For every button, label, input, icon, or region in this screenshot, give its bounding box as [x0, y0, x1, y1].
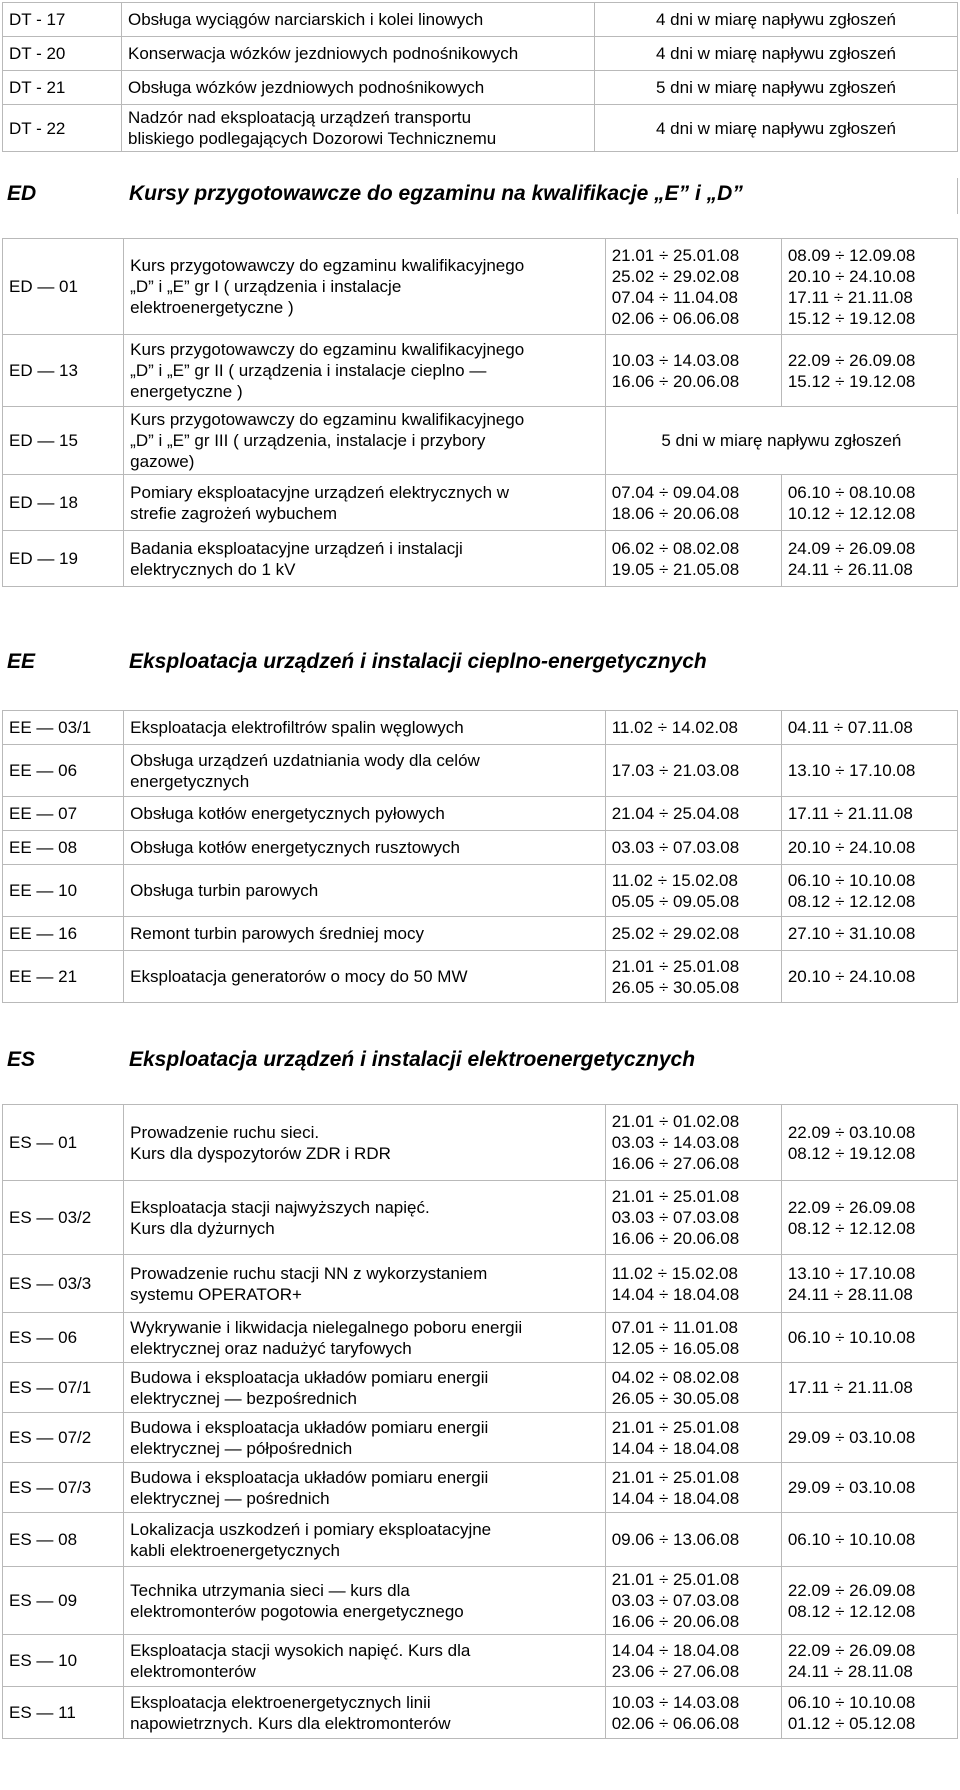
date-range: 07.01 ÷ 11.01.08 — [611, 1317, 738, 1337]
course-code: EE — 03/1 — [3, 711, 124, 745]
description-line: Remont turbin parowych średniej mocy — [130, 924, 425, 943]
description-line: elektrycznej oraz nadużyć taryfowych — [130, 1338, 412, 1358]
date-range: 15.12 ÷ 19.12.08 — [787, 308, 916, 328]
first-half-dates — [605, 1255, 781, 1313]
first-half-dates — [605, 1413, 781, 1463]
second-half-dates — [781, 831, 957, 865]
date-range: 24.11 ÷ 26.11.08 — [787, 559, 913, 579]
second-half-dates — [781, 1463, 957, 1513]
course-description — [124, 335, 606, 407]
course-code: DT - 17 — [3, 3, 122, 37]
description-line: Kurs dla dyżurnych — [130, 1218, 275, 1238]
date-range: 21.01 ÷ 25.01.08 — [611, 1417, 740, 1437]
description-line: Nadzór nad eksploatacją urządzeń transportu — [128, 108, 472, 127]
first-half-dates — [605, 1313, 781, 1363]
date-range: 26.05 ÷ 30.05.08 — [611, 977, 740, 997]
second-half-dates — [781, 797, 957, 831]
first-half-dates — [605, 1463, 781, 1513]
date-range: 05.05 ÷ 09.05.08 — [611, 891, 740, 911]
date-range: 12.05 ÷ 16.05.08 — [611, 1338, 740, 1358]
first-half-dates — [605, 745, 781, 797]
second-half-dates — [781, 1687, 957, 1739]
course-schedule-note: 5 dni w miarę napływu zgłoszeń — [605, 407, 957, 475]
course-description — [124, 475, 606, 531]
description-line: Eksploatacja stacji najwyższych napięć. — [130, 1197, 430, 1217]
course-description — [124, 745, 606, 797]
table-row — [3, 1255, 958, 1313]
second-half-dates — [781, 1313, 957, 1363]
table-row — [3, 475, 958, 531]
date-range: 22.09 ÷ 26.09.08 — [787, 1197, 916, 1217]
description-line: Kurs przygotowawczy do egzaminu kwalifikacyjnego — [130, 410, 525, 429]
description-line: strefie zagrożeń wybuchem — [130, 503, 338, 523]
first-half-dates — [605, 797, 781, 831]
description-line: „D” i „E” gr II ( urządzenia i instalacje cieplno — — [130, 361, 487, 380]
second-half-dates — [781, 711, 957, 745]
table-row — [3, 407, 958, 475]
course-code: ES — 07/2 — [3, 1413, 124, 1463]
second-half-dates — [781, 1181, 957, 1255]
description-line: Kurs przygotowawczy do egzaminu kwalifikacyjnego — [130, 340, 525, 359]
table-row — [3, 831, 958, 865]
course-description — [122, 3, 595, 37]
dt-course-table — [2, 2, 958, 152]
table-row — [3, 3, 958, 37]
second-half-dates — [781, 475, 957, 531]
course-code: ED — 19 — [3, 531, 124, 587]
date-range: 04.02 ÷ 08.02.08 — [611, 1367, 740, 1387]
date-range: 25.02 ÷ 29.02.08 — [611, 924, 740, 943]
date-range: 17.11 ÷ 21.11.08 — [787, 1378, 913, 1397]
course-code: EE — 21 — [3, 951, 124, 1003]
date-range: 21.01 ÷ 25.01.08 — [611, 1570, 740, 1589]
course-code: ES — 10 — [3, 1635, 124, 1687]
date-range: 01.12 ÷ 05.12.08 — [787, 1713, 916, 1733]
first-half-dates — [605, 917, 781, 951]
date-range: 10.12 ÷ 12.12.08 — [787, 503, 916, 523]
course-code: EE — 06 — [3, 745, 124, 797]
description-line: energetyczne ) — [130, 382, 243, 401]
date-range: 23.06 ÷ 27.06.08 — [611, 1661, 740, 1681]
course-code: ES — 08 — [3, 1513, 124, 1567]
date-range: 19.05 ÷ 21.05.08 — [611, 559, 740, 579]
first-half-dates — [605, 239, 781, 335]
course-description — [124, 831, 606, 865]
date-range: 11.02 ÷ 14.02.08 — [611, 718, 738, 737]
date-range: 21.01 ÷ 25.01.08 — [611, 956, 740, 976]
date-range: 08.12 ÷ 12.12.08 — [787, 1218, 916, 1238]
date-range: 06.10 ÷ 10.10.08 — [787, 1692, 916, 1712]
second-half-dates — [781, 865, 957, 917]
description-line: energetycznych — [130, 771, 250, 791]
description-line: napowietrznych. Kurs dla elektromonterów — [130, 1713, 451, 1733]
description-line: Prowadzenie ruchu stacji NN z wykorzystaniem — [130, 1263, 488, 1283]
description-line: Prowadzenie ruchu sieci. — [130, 1122, 320, 1142]
date-range: 21.01 ÷ 25.01.08 — [611, 1187, 740, 1206]
first-half-dates — [605, 865, 781, 917]
description-line: elektrycznej — bezpośrednich — [130, 1388, 357, 1408]
date-range: 14.04 ÷ 18.04.08 — [611, 1284, 740, 1304]
date-range: 25.02 ÷ 29.02.08 — [611, 266, 740, 286]
course-code: ED — 18 — [3, 475, 124, 531]
first-half-dates — [605, 1687, 781, 1739]
second-half-dates — [781, 531, 957, 587]
course-schedule-note: 4 dni w miarę napływu zgłoszeń — [595, 37, 958, 71]
description-line: Lokalizacja uszkodzeń i pomiary eksploatacyjne — [130, 1519, 492, 1539]
date-range: 18.06 ÷ 20.06.08 — [611, 503, 740, 523]
table-row — [3, 797, 958, 831]
date-range: 07.04 ÷ 11.04.08 — [611, 287, 738, 307]
second-half-dates — [781, 1255, 957, 1313]
table-row — [3, 1313, 958, 1363]
second-half-dates — [781, 917, 957, 951]
description-line: Obsługa kotłów energetycznych pyłowych — [130, 804, 445, 823]
es-section-code: ES — [7, 1048, 36, 1071]
es-course-table — [2, 1104, 958, 1739]
first-half-dates — [605, 531, 781, 587]
date-range: 24.09 ÷ 26.09.08 — [787, 538, 916, 558]
date-range: 20.10 ÷ 24.10.08 — [787, 838, 916, 857]
date-range: 22.09 ÷ 26.09.08 — [787, 1640, 916, 1660]
description-line: Kurs przygotowawczy do egzaminu kwalifikacyjnego — [130, 256, 525, 275]
date-range: 16.06 ÷ 20.06.08 — [611, 1612, 740, 1631]
table-row — [3, 531, 958, 587]
ee-section-heading — [0, 644, 960, 684]
description-line: bliskiego podlegających Dozorowi Technicznemu — [128, 129, 497, 148]
course-code: ED — 01 — [3, 239, 124, 335]
course-code: DT - 20 — [3, 37, 122, 71]
description-line: Obsługa wyciągów narciarskich i kolei linowych — [128, 10, 484, 29]
course-description — [124, 711, 606, 745]
course-description — [124, 1255, 606, 1313]
course-description — [122, 71, 595, 105]
description-line: gazowe) — [130, 452, 195, 471]
date-range: 07.04 ÷ 09.04.08 — [611, 482, 740, 502]
course-description — [124, 1105, 606, 1181]
date-range: 26.05 ÷ 30.05.08 — [611, 1388, 740, 1408]
date-range: 04.11 ÷ 07.11.08 — [787, 718, 913, 737]
table-row — [3, 951, 958, 1003]
date-range: 14.04 ÷ 18.04.08 — [611, 1438, 740, 1458]
table-row — [3, 239, 958, 335]
description-line: Budowa i eksploatacja układów pomiaru energii — [130, 1367, 489, 1387]
date-range: 06.10 ÷ 10.10.08 — [787, 870, 916, 890]
table-row — [3, 1181, 958, 1255]
date-range: 21.01 ÷ 25.01.08 — [611, 1467, 740, 1487]
first-half-dates — [605, 1105, 781, 1181]
date-range: 21.01 ÷ 01.02.08 — [611, 1112, 740, 1131]
date-range: 02.06 ÷ 06.06.08 — [611, 1713, 740, 1733]
table-row — [3, 37, 958, 71]
date-range: 24.11 ÷ 28.11.08 — [787, 1661, 913, 1681]
second-half-dates — [781, 1363, 957, 1413]
table-row — [3, 71, 958, 105]
table-row — [3, 105, 958, 152]
description-line: elektrycznej — półpośrednich — [130, 1438, 353, 1458]
date-range: 16.06 ÷ 20.06.08 — [611, 371, 740, 391]
course-code: ED — 15 — [3, 407, 124, 475]
second-half-dates — [781, 951, 957, 1003]
date-range: 15.12 ÷ 19.12.08 — [787, 371, 916, 391]
description-line: „D” i „E” gr III ( urządzenia, instalacje i przybory — [130, 431, 486, 450]
second-half-dates — [781, 335, 957, 407]
table-row — [3, 1635, 958, 1687]
date-range: 17.11 ÷ 21.11.08 — [787, 287, 913, 307]
table-row — [3, 745, 958, 797]
description-line: Badania eksploatacyjne urządzeń i instalacji — [130, 538, 463, 558]
date-range: 16.06 ÷ 27.06.08 — [611, 1154, 740, 1173]
date-range: 08.12 ÷ 12.12.08 — [787, 891, 916, 911]
course-code: ES — 03/3 — [3, 1255, 124, 1313]
es-section-title: Eksploatacja urządzeń i instalacji elektroenergetycznych — [129, 1048, 696, 1071]
course-description — [124, 797, 606, 831]
table-row — [3, 1105, 958, 1181]
date-range: 29.09 ÷ 03.10.08 — [787, 1478, 916, 1497]
description-line: kabli elektroenergetycznych — [130, 1540, 340, 1560]
date-range: 03.03 ÷ 07.03.08 — [611, 1591, 740, 1610]
course-code: EE — 07 — [3, 797, 124, 831]
date-range: 11.02 ÷ 15.02.08 — [611, 870, 738, 890]
course-code: ES — 01 — [3, 1105, 124, 1181]
date-range: 21.01 ÷ 25.01.08 — [611, 245, 740, 265]
date-range: 29.09 ÷ 03.10.08 — [787, 1428, 916, 1447]
description-line: elektromonterów pogotowia energetycznego — [130, 1601, 464, 1621]
course-code: EE — 16 — [3, 917, 124, 951]
date-range: 13.10 ÷ 17.10.08 — [787, 1263, 916, 1283]
course-description — [124, 1513, 606, 1567]
course-description — [124, 917, 606, 951]
ee-course-table — [2, 710, 958, 1003]
date-range: 17.03 ÷ 21.03.08 — [611, 761, 740, 780]
course-description — [124, 1635, 606, 1687]
first-half-dates — [605, 335, 781, 407]
course-description — [124, 951, 606, 1003]
ed-section-heading — [0, 176, 960, 216]
first-half-dates — [605, 951, 781, 1003]
course-description — [124, 407, 606, 475]
course-code: ES — 07/3 — [3, 1463, 124, 1513]
second-half-dates — [781, 1567, 957, 1635]
first-half-dates — [605, 711, 781, 745]
course-code: ED — 13 — [3, 335, 124, 407]
description-line: Obsługa kotłów energetycznych rusztowych — [130, 838, 460, 857]
first-half-dates — [605, 831, 781, 865]
table-row — [3, 335, 958, 407]
date-range: 27.10 ÷ 31.10.08 — [787, 924, 916, 943]
course-description — [124, 1567, 606, 1635]
course-code: ES — 03/2 — [3, 1181, 124, 1255]
course-description — [124, 1313, 606, 1363]
date-range: 22.09 ÷ 26.09.08 — [787, 350, 916, 370]
first-half-dates — [605, 475, 781, 531]
date-range: 17.11 ÷ 21.11.08 — [787, 804, 913, 823]
course-description — [124, 1463, 606, 1513]
description-line: Obsługa urządzeń uzdatniania wody dla celów — [130, 750, 480, 770]
date-range: 06.10 ÷ 10.10.08 — [787, 1328, 916, 1347]
date-range: 08.12 ÷ 19.12.08 — [787, 1143, 916, 1163]
table-row — [3, 865, 958, 917]
course-code: DT - 21 — [3, 71, 122, 105]
date-range: 11.02 ÷ 15.02.08 — [611, 1263, 738, 1283]
description-line: „D” i „E” gr I ( urządzenia i instalacje — [130, 277, 402, 296]
description-line: Obsługa wózków jezdniowych podnośnikowych — [128, 78, 485, 97]
date-range: 03.03 ÷ 07.03.08 — [611, 838, 740, 857]
description-line: elektromonterów — [130, 1661, 256, 1681]
date-range: 10.03 ÷ 14.03.08 — [611, 350, 740, 370]
date-range: 08.12 ÷ 12.12.08 — [787, 1601, 916, 1621]
description-line: Eksploatacja generatorów o mocy do 50 MW — [130, 967, 468, 986]
date-range: 03.03 ÷ 14.03.08 — [611, 1133, 740, 1152]
second-half-dates — [781, 745, 957, 797]
course-schedule-note: 4 dni w miarę napływu zgłoszeń — [595, 3, 958, 37]
date-range: 10.03 ÷ 14.03.08 — [611, 1692, 740, 1712]
description-line: Eksploatacja elektroenergetycznych linii — [130, 1692, 431, 1712]
course-description — [124, 239, 606, 335]
description-line: Eksploatacja stacji wysokich napięć. Kurs dla — [130, 1640, 471, 1660]
course-code: EE — 08 — [3, 831, 124, 865]
second-half-dates — [781, 1635, 957, 1687]
second-half-dates — [781, 1105, 957, 1181]
ee-section-title: Eksploatacja urządzeń i instalacji cieplno-energetycznych — [129, 650, 707, 673]
description-line: Eksploatacja elektrofiltrów spalin węglowych — [130, 718, 464, 737]
date-range: 06.10 ÷ 10.10.08 — [787, 1530, 916, 1549]
table-row — [3, 1687, 958, 1739]
second-half-dates — [781, 1413, 957, 1463]
date-range: 16.06 ÷ 20.06.08 — [611, 1229, 740, 1248]
date-range: 22.09 ÷ 03.10.08 — [787, 1122, 916, 1142]
description-line: Budowa i eksploatacja układów pomiaru energii — [130, 1417, 489, 1437]
ed-section-title: Kursy przygotowawcze do egzaminu na kwalifikacje „E” i „D” — [129, 182, 743, 205]
date-range: 03.03 ÷ 07.03.08 — [611, 1208, 740, 1227]
date-range: 20.10 ÷ 24.10.08 — [787, 967, 916, 986]
date-range: 22.09 ÷ 26.09.08 — [787, 1580, 916, 1600]
table-row — [3, 1463, 958, 1513]
date-range: 13.10 ÷ 17.10.08 — [787, 761, 916, 780]
first-half-dates — [605, 1567, 781, 1635]
course-description — [122, 105, 595, 152]
first-half-dates — [605, 1635, 781, 1687]
description-line: Pomiary eksploatacyjne urządzeń elektrycznych w — [130, 482, 510, 502]
course-description — [122, 37, 595, 71]
description-line: Technika utrzymania sieci — kurs dla — [130, 1580, 410, 1600]
description-line: Obsługa turbin parowych — [130, 881, 319, 900]
date-range: 06.02 ÷ 08.02.08 — [611, 538, 740, 558]
description-line: elektrycznej — pośrednich — [130, 1488, 330, 1508]
course-description — [124, 1181, 606, 1255]
course-description — [124, 1687, 606, 1739]
second-half-dates — [781, 239, 957, 335]
section-divider — [957, 178, 958, 214]
date-range: 20.10 ÷ 24.10.08 — [787, 266, 916, 286]
table-row — [3, 1363, 958, 1413]
description-line: Kurs dla dyspozytorów ZDR i RDR — [130, 1143, 391, 1163]
course-code: ES — 09 — [3, 1567, 124, 1635]
first-half-dates — [605, 1181, 781, 1255]
description-line: systemu OPERATOR+ — [130, 1284, 302, 1304]
course-schedule-note: 4 dni w miarę napływu zgłoszeń — [595, 105, 958, 152]
description-line: elektrycznych do 1 kV — [130, 559, 296, 579]
course-code: ES — 11 — [3, 1687, 124, 1739]
table-row — [3, 1413, 958, 1463]
description-line: Konserwacja wózków jezdniowych podnośnikowych — [128, 44, 519, 63]
description-line: Budowa i eksploatacja układów pomiaru energii — [130, 1467, 489, 1487]
course-code: EE — 10 — [3, 865, 124, 917]
first-half-dates — [605, 1363, 781, 1413]
date-range: 06.10 ÷ 08.10.08 — [787, 482, 916, 502]
ed-course-table — [2, 238, 958, 587]
course-description — [124, 865, 606, 917]
ed-section-code: ED — [7, 182, 37, 205]
table-row — [3, 917, 958, 951]
date-range: 09.06 ÷ 13.06.08 — [611, 1530, 740, 1549]
course-description — [124, 1413, 606, 1463]
description-line: elektroenergetyczne ) — [130, 298, 294, 317]
first-half-dates — [605, 1513, 781, 1567]
second-half-dates — [781, 1513, 957, 1567]
course-description — [124, 531, 606, 587]
table-row — [3, 1567, 958, 1635]
table-row — [3, 1513, 958, 1567]
course-code: ES — 07/1 — [3, 1363, 124, 1413]
ee-section-code: EE — [7, 650, 36, 673]
date-range: 21.04 ÷ 25.04.08 — [611, 804, 740, 823]
date-range: 14.04 ÷ 18.04.08 — [611, 1488, 740, 1508]
date-range: 14.04 ÷ 18.04.08 — [611, 1640, 740, 1660]
date-range: 08.09 ÷ 12.09.08 — [787, 245, 916, 265]
course-code: DT - 22 — [3, 105, 122, 152]
date-range: 24.11 ÷ 28.11.08 — [787, 1284, 913, 1304]
es-section-heading — [0, 1042, 960, 1082]
course-description — [124, 1363, 606, 1413]
course-schedule-note: 5 dni w miarę napływu zgłoszeń — [595, 71, 958, 105]
description-line: Wykrywanie i likwidacja nielegalnego poboru energii — [130, 1317, 523, 1337]
date-range: 02.06 ÷ 06.06.08 — [611, 308, 740, 328]
course-code: ES — 06 — [3, 1313, 124, 1363]
table-row — [3, 711, 958, 745]
